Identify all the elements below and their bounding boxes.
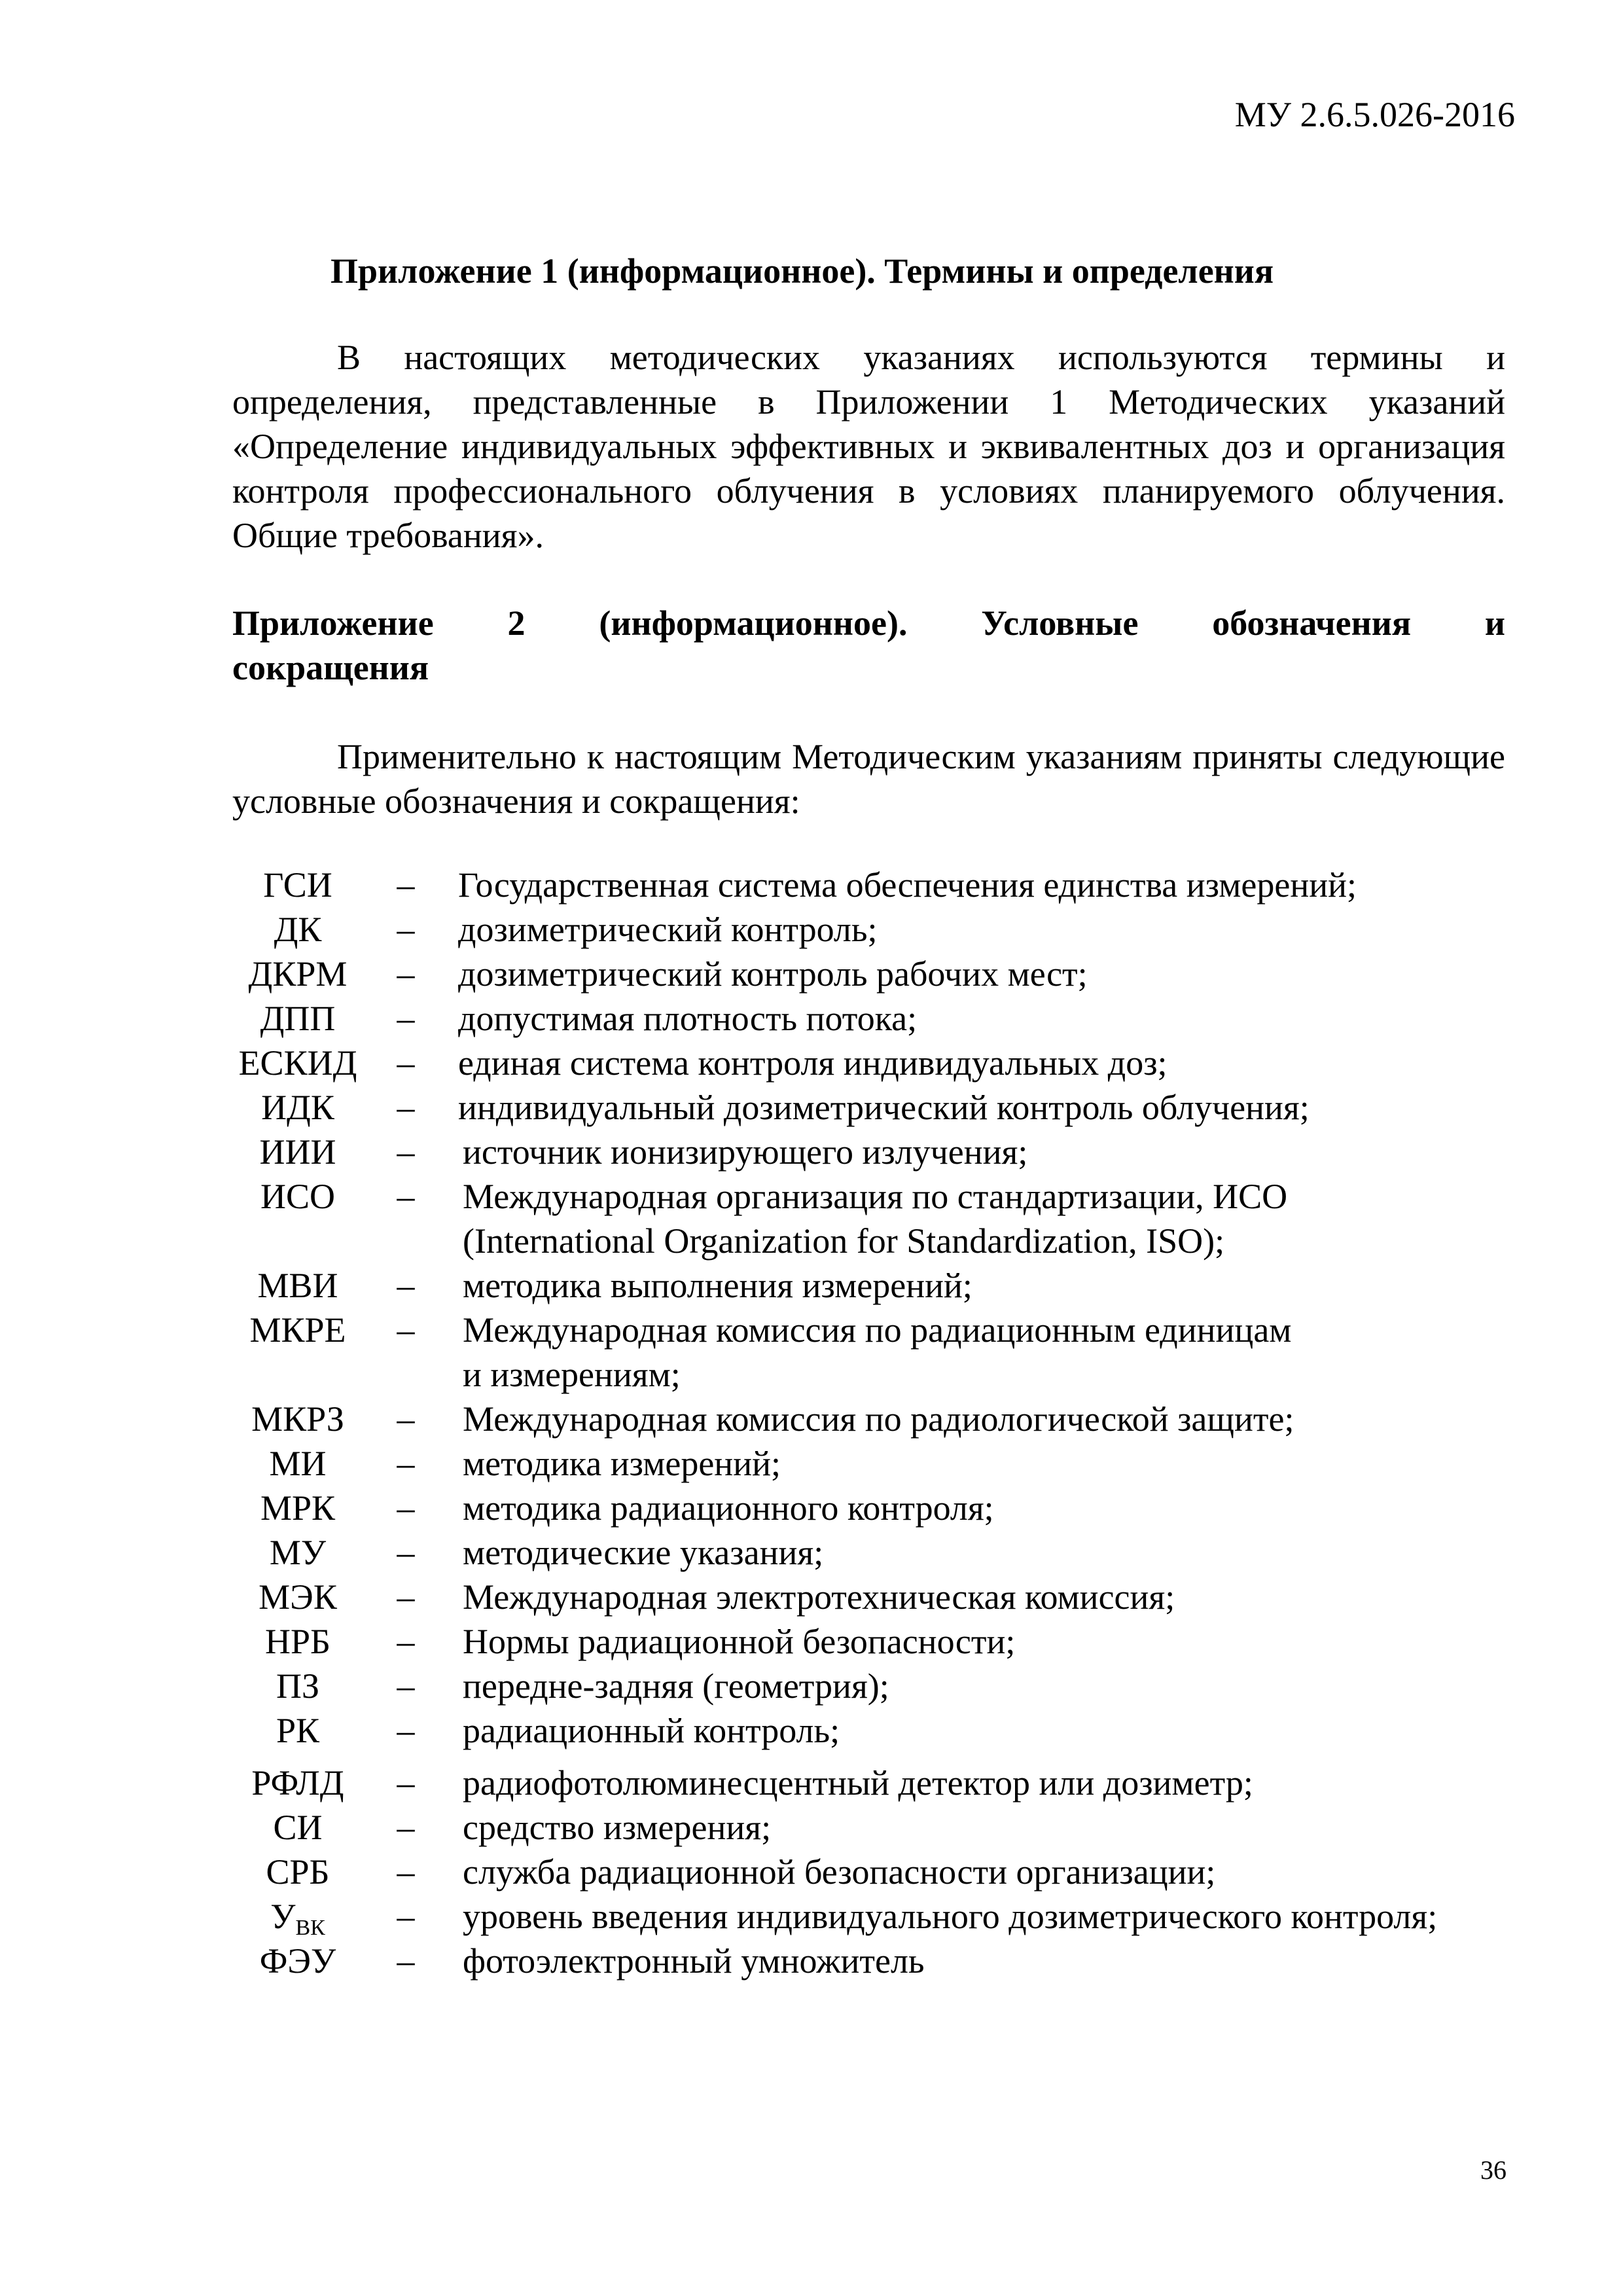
abbreviation-term: ДПП — [260, 999, 336, 1038]
abbreviation-dash: – — [397, 954, 415, 994]
abbreviation-row — [232, 1805, 1541, 1850]
abbreviation-definition: уровень введения индивидуального дозиметрического контроля; — [463, 1897, 1438, 1936]
abbreviation-dash: – — [397, 910, 415, 949]
abbreviation-term: РФЛД — [251, 1763, 344, 1803]
abbreviation-definition: служба радиационной безопасности организации; — [463, 1852, 1216, 1892]
appendix-2-heading-line-2: сокращения — [232, 648, 429, 687]
abbreviation-dash: – — [397, 1132, 415, 1172]
abbreviation-row — [232, 996, 1541, 1041]
abbreviation-definition: индивидуальный дозиметрический контроль облучения; — [458, 1088, 1310, 1127]
abbreviation-row — [232, 907, 1541, 952]
abbreviation-term-subscript: ВК — [295, 1916, 325, 1940]
abbreviation-definition: дозиметрический контроль рабочих мест; — [458, 954, 1088, 994]
abbreviation-definition: передне-задняя (геометрия); — [463, 1666, 889, 1706]
abbreviation-definition: методика выполнения измерений; — [463, 1266, 972, 1305]
abbreviation-term: ДК — [274, 910, 322, 949]
abbreviation-row — [232, 1850, 1541, 1894]
abbreviation-dash: – — [397, 1666, 415, 1706]
abbreviation-row — [232, 1761, 1541, 1805]
abbreviation-row — [232, 1575, 1541, 1619]
abbreviation-dash: – — [397, 1043, 415, 1083]
abbreviation-term: ФЭУ — [259, 1941, 336, 1981]
abbreviation-definition: дозиметрический контроль; — [458, 910, 878, 949]
abbreviation-term: ЕСКИД — [238, 1043, 357, 1083]
abbreviation-term: СИ — [273, 1808, 323, 1847]
abbreviation-dash: – — [397, 1941, 415, 1981]
abbreviation-term: ИИИ — [259, 1132, 336, 1172]
abbreviation-dash: – — [397, 1444, 415, 1483]
abbreviation-term: МУ — [269, 1533, 327, 1572]
document-code: МУ 2.6.5.026-2016 — [1234, 95, 1515, 134]
abbreviation-term: МКРЗ — [251, 1399, 344, 1439]
appendix-2-heading — [232, 601, 1505, 690]
abbreviation-term: МИ — [269, 1444, 327, 1483]
abbreviation-term: МРК — [260, 1488, 336, 1528]
abbreviation-row — [232, 1664, 1541, 1708]
appendix-2-heading-line-1: Приложение 2 (информационное). Условные обозначения и — [232, 603, 1505, 643]
abbreviation-dash: – — [397, 1577, 415, 1617]
abbreviation-term-base: У — [270, 1897, 296, 1936]
abbreviation-row — [232, 1619, 1541, 1664]
abbreviation-dash: – — [397, 1399, 415, 1439]
abbreviation-row — [232, 952, 1541, 996]
abbreviation-term: СРБ — [266, 1852, 330, 1892]
abbreviation-term: ПЗ — [276, 1666, 320, 1706]
abbreviation-row — [232, 1441, 1541, 1486]
abbreviation-term: МЭК — [259, 1577, 337, 1617]
abbreviation-definition: радиационный контроль; — [463, 1711, 840, 1750]
abbreviation-dash: – — [397, 865, 415, 905]
abbreviation-term: ДКРМ — [248, 954, 348, 994]
abbreviation-dash: – — [397, 1533, 415, 1572]
abbreviation-dash: – — [397, 1088, 415, 1127]
abbreviation-term: РК — [276, 1711, 320, 1750]
abbreviation-row — [232, 863, 1541, 907]
abbreviation-definition: методические указания; — [463, 1533, 824, 1572]
abbreviation-row — [232, 1308, 1541, 1397]
abbreviation-definition: Международная комиссия по радиационным единицам и измерениям; — [463, 1310, 1292, 1394]
abbreviation-row — [232, 1530, 1541, 1575]
page-number: 36 — [1480, 2155, 1507, 2185]
abbreviation-row — [232, 1174, 1541, 1263]
abbreviation-term: МКРЕ — [249, 1310, 346, 1350]
abbreviation-definition: Государственная система обеспечения единства измерений; — [458, 865, 1357, 905]
abbreviation-row — [232, 1708, 1541, 1753]
abbreviation-dash: – — [397, 1711, 415, 1750]
abbreviation-list — [232, 863, 1541, 1983]
abbreviation-definition: допустимая плотность потока; — [458, 999, 918, 1038]
abbreviation-row — [232, 1939, 1541, 1983]
abbreviation-dash: – — [397, 1488, 415, 1528]
abbreviation-row — [232, 1263, 1541, 1308]
abbreviation-row — [232, 1894, 1541, 1939]
abbreviation-dash: – — [397, 1852, 415, 1892]
abbreviation-row — [232, 1130, 1541, 1174]
abbreviation-term: ИСО — [260, 1177, 335, 1216]
abbreviation-row — [232, 1397, 1541, 1441]
abbreviation-definition: источник ионизирующего излучения; — [463, 1132, 1028, 1172]
abbreviation-row — [232, 1486, 1541, 1530]
abbreviation-row — [232, 1085, 1541, 1130]
abbreviation-dash: – — [397, 1622, 415, 1661]
abbreviation-dash: – — [397, 1808, 415, 1847]
abbreviation-definition: средство измерения; — [463, 1808, 772, 1847]
appendix-1-heading: Приложение 1 (информационное). Термины и определения — [330, 251, 1274, 291]
appendix-1-paragraph: В настоящих методических указаниях используются термины и определения, представленные в Приложении 1 Методических указаний «Определение индивидуальных эффективных и эквивалентных доз и организация контроля профессионального облучения в условиях планируемого облучения. Общие требования». — [232, 338, 1505, 555]
abbreviation-term: ГСИ — [263, 865, 332, 905]
abbreviation-dash: – — [397, 1310, 415, 1350]
abbreviation-definition: Международная организация по стандартизации, ИСО (International Organization for Standardization, ISO); — [463, 1177, 1288, 1261]
abbreviation-term: НРБ — [264, 1622, 331, 1661]
abbreviation-definition: Нормы радиационной безопасности; — [463, 1622, 1016, 1661]
abbreviation-dash: – — [397, 1266, 415, 1305]
abbreviation-dash: – — [397, 1177, 415, 1216]
abbreviation-definition: Международная электротехническая комиссия; — [463, 1577, 1175, 1617]
abbreviation-dash: – — [397, 999, 415, 1038]
appendix-2-paragraph: Применительно к настоящим Методическим указаниям приняты следующие условные обозначения и сокращения: — [232, 737, 1505, 821]
abbreviation-term: МВИ — [257, 1266, 338, 1305]
abbreviation-term: ИДК — [261, 1088, 334, 1127]
abbreviation-definition: методика измерений; — [463, 1444, 781, 1483]
abbreviation-dash: – — [397, 1897, 415, 1936]
abbreviation-row — [232, 1041, 1541, 1085]
abbreviation-definition: Международная комиссия по радиологической защите; — [463, 1399, 1294, 1439]
abbreviation-definition: единая система контроля индивидуальных доз; — [458, 1043, 1168, 1083]
abbreviation-dash: – — [397, 1763, 415, 1803]
abbreviation-definition: фотоэлектронный умножитель — [463, 1941, 925, 1981]
abbreviation-definition: методика радиационного контроля; — [463, 1488, 994, 1528]
abbreviation-definition: радиофотолюминесцентный детектор или дозиметр; — [463, 1763, 1253, 1803]
